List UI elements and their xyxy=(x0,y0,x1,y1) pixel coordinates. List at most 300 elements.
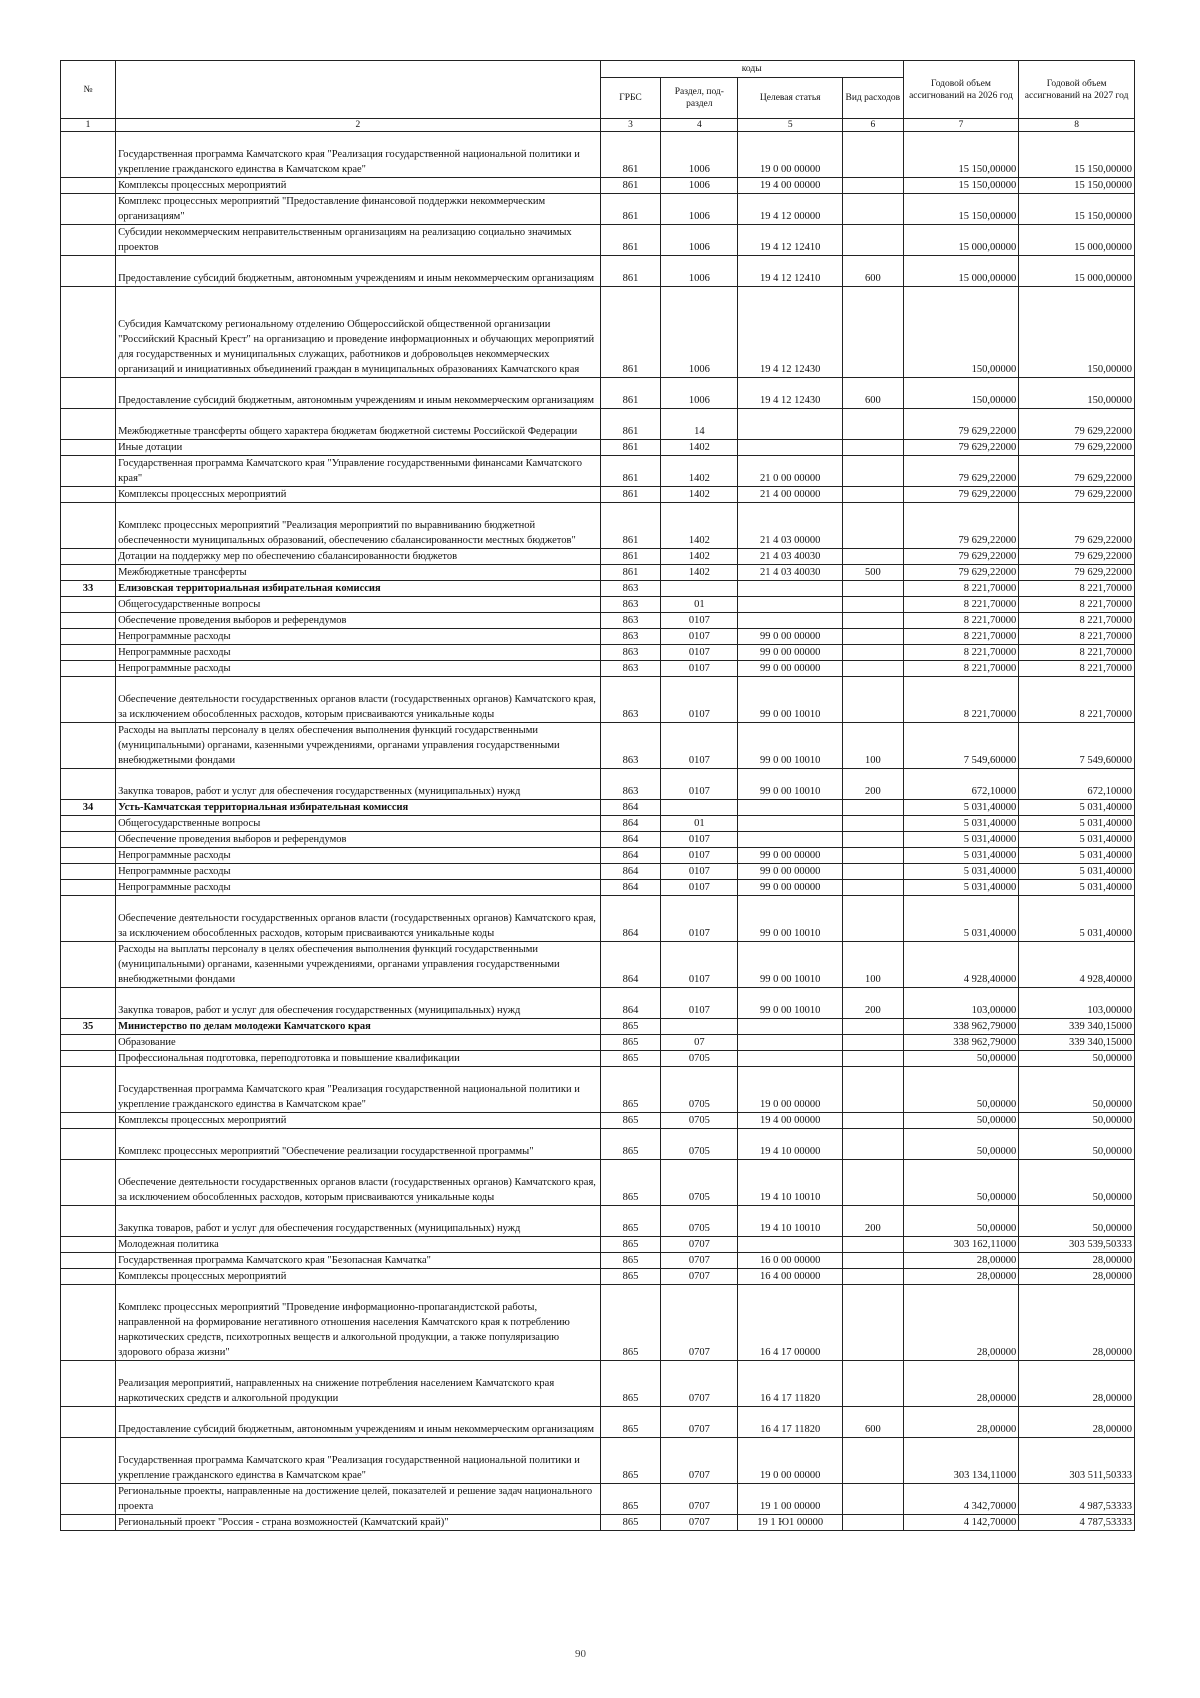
table-row xyxy=(61,225,1135,256)
cell-name: Обеспечение деятельности государственных органов власти (государственных органов) Камчатского края, за исключением обособленных расходов, которым присваиваются уникальные коды xyxy=(116,1160,601,1206)
cell-name: Комплекс процессных мероприятий "Предоставление финансовой поддержки некоммерческим организациям" xyxy=(116,194,601,225)
cell-expense-type xyxy=(843,629,904,645)
cell-name: Министерство по делам молодежи Камчатского края xyxy=(116,1019,601,1035)
cell-volume-2027: 50,00000 xyxy=(1019,1113,1135,1129)
cell-target: 99 0 00 00000 xyxy=(738,661,843,677)
cell-target: 16 4 17 11820 xyxy=(738,1407,843,1438)
cell-section: 0107 xyxy=(661,832,738,848)
cell-volume-2026: 150,00000 xyxy=(903,378,1019,409)
cell-target: 99 0 00 10010 xyxy=(738,896,843,942)
table-row xyxy=(61,194,1135,225)
cell-section: 1402 xyxy=(661,487,738,503)
column-number: 8 xyxy=(1019,119,1135,132)
cell-target: 21 4 03 40030 xyxy=(738,549,843,565)
cell-grbs: 865 xyxy=(600,1113,661,1129)
cell-target: 16 4 00 00000 xyxy=(738,1269,843,1285)
cell-name: Комплексы процессных мероприятий xyxy=(116,178,601,194)
cell-section: 0107 xyxy=(661,864,738,880)
cell-target: 19 0 00 00000 xyxy=(738,1067,843,1113)
cell-target: 19 1 Ю1 00000 xyxy=(738,1515,843,1531)
cell-name: Обеспечение деятельности государственных органов власти (государственных органов) Камчатского края, за исключением обособленных расходов, которым присваиваются уникальные коды xyxy=(116,896,601,942)
cell-grbs: 865 xyxy=(600,1051,661,1067)
cell-name: Закупка товаров, работ и услуг для обеспечения государственных (муниципальных) нужд xyxy=(116,988,601,1019)
cell-volume-2026: 5 031,40000 xyxy=(903,832,1019,848)
cell-name: Комплексы процессных мероприятий xyxy=(116,487,601,503)
table-row xyxy=(61,880,1135,896)
cell-volume-2027: 28,00000 xyxy=(1019,1269,1135,1285)
cell-volume-2027: 79 629,22000 xyxy=(1019,487,1135,503)
cell-number xyxy=(61,769,116,800)
cell-volume-2027: 15 000,00000 xyxy=(1019,225,1135,256)
table-row xyxy=(61,1361,1135,1407)
cell-expense-type xyxy=(843,880,904,896)
cell-grbs: 864 xyxy=(600,816,661,832)
cell-expense-type xyxy=(843,132,904,178)
cell-section: 1006 xyxy=(661,256,738,287)
cell-name: Межбюджетные трансферты общего характера бюджетам бюджетной системы Российской Федерации xyxy=(116,409,601,440)
cell-grbs: 865 xyxy=(600,1035,661,1051)
cell-grbs: 864 xyxy=(600,848,661,864)
cell-section: 0705 xyxy=(661,1206,738,1237)
cell-volume-2027: 8 221,70000 xyxy=(1019,645,1135,661)
table-row xyxy=(61,942,1135,988)
cell-grbs: 864 xyxy=(600,832,661,848)
cell-grbs: 865 xyxy=(600,1438,661,1484)
table-row xyxy=(61,378,1135,409)
cell-grbs: 863 xyxy=(600,723,661,769)
cell-volume-2027: 50,00000 xyxy=(1019,1160,1135,1206)
cell-name: Государственная программа Камчатского края "Реализация государственной национальной политики и укрепление гражданского единства в Камчатском крае" xyxy=(116,1438,601,1484)
cell-grbs: 863 xyxy=(600,629,661,645)
cell-volume-2027: 28,00000 xyxy=(1019,1407,1135,1438)
cell-volume-2026: 103,00000 xyxy=(903,988,1019,1019)
table-row xyxy=(61,581,1135,597)
table-row xyxy=(61,487,1135,503)
cell-volume-2026: 8 221,70000 xyxy=(903,597,1019,613)
cell-volume-2027: 8 221,70000 xyxy=(1019,581,1135,597)
cell-volume-2027: 4 787,53333 xyxy=(1019,1515,1135,1531)
cell-grbs: 861 xyxy=(600,256,661,287)
cell-section: 1402 xyxy=(661,549,738,565)
cell-volume-2027: 339 340,15000 xyxy=(1019,1035,1135,1051)
cell-grbs: 865 xyxy=(600,1515,661,1531)
cell-volume-2026: 5 031,40000 xyxy=(903,864,1019,880)
cell-number xyxy=(61,178,116,194)
cell-number xyxy=(61,503,116,549)
cell-expense-type xyxy=(843,456,904,487)
cell-expense-type xyxy=(843,194,904,225)
cell-number xyxy=(61,942,116,988)
cell-target: 19 4 12 12410 xyxy=(738,256,843,287)
cell-grbs: 861 xyxy=(600,194,661,225)
cell-target: 21 4 00 00000 xyxy=(738,487,843,503)
cell-name: Субсидии некоммерческим неправительственным организациям на реализацию социально значимых проектов xyxy=(116,225,601,256)
table-row xyxy=(61,549,1135,565)
cell-volume-2026: 79 629,22000 xyxy=(903,440,1019,456)
cell-target: 99 0 00 00000 xyxy=(738,880,843,896)
cell-grbs: 864 xyxy=(600,896,661,942)
cell-grbs: 864 xyxy=(600,800,661,816)
cell-number xyxy=(61,597,116,613)
cell-name: Комплексы процессных мероприятий xyxy=(116,1113,601,1129)
cell-volume-2027: 15 150,00000 xyxy=(1019,178,1135,194)
cell-name: Образование xyxy=(116,1035,601,1051)
cell-target: 16 0 00 00000 xyxy=(738,1253,843,1269)
table-row xyxy=(61,456,1135,487)
cell-number xyxy=(61,440,116,456)
cell-name: Предоставление субсидий бюджетным, автономным учреждениям и иным некоммерческим организациям xyxy=(116,378,601,409)
cell-number xyxy=(61,1269,116,1285)
cell-name: Субсидия Камчатскому региональному отделению Общероссийской общественной организации "Российский Красный Крест" на организацию и проведение информационных и обучающих мероприятий для государственных и муниципальных служащих, работников и добровольцев некоммерческих организаций и инициативных объединений граждан в муниципальных образованиях Камчатского края xyxy=(116,287,601,378)
cell-volume-2026: 79 629,22000 xyxy=(903,565,1019,581)
cell-name: Общегосударственные вопросы xyxy=(116,816,601,832)
cell-volume-2027: 79 629,22000 xyxy=(1019,549,1135,565)
cell-target: 99 0 00 00000 xyxy=(738,629,843,645)
cell-target: 21 4 03 40030 xyxy=(738,565,843,581)
cell-target: 99 0 00 00000 xyxy=(738,864,843,880)
cell-number xyxy=(61,287,116,378)
cell-section: 1006 xyxy=(661,287,738,378)
header-section: Раздел, под-раздел xyxy=(661,78,738,119)
cell-number xyxy=(61,723,116,769)
cell-number xyxy=(61,677,116,723)
cell-target: 19 4 12 12410 xyxy=(738,225,843,256)
table-row xyxy=(61,1269,1135,1285)
cell-volume-2026: 28,00000 xyxy=(903,1361,1019,1407)
cell-volume-2027: 79 629,22000 xyxy=(1019,503,1135,549)
cell-section: 1402 xyxy=(661,440,738,456)
cell-grbs: 861 xyxy=(600,378,661,409)
cell-section: 1006 xyxy=(661,378,738,409)
cell-number xyxy=(61,565,116,581)
cell-volume-2027: 5 031,40000 xyxy=(1019,880,1135,896)
cell-number xyxy=(61,1407,116,1438)
cell-expense-type xyxy=(843,848,904,864)
budget-table xyxy=(60,60,1135,1531)
cell-volume-2027: 5 031,40000 xyxy=(1019,816,1135,832)
cell-volume-2027: 4 987,53333 xyxy=(1019,1484,1135,1515)
cell-expense-type xyxy=(843,661,904,677)
cell-expense-type: 600 xyxy=(843,1407,904,1438)
cell-target: 21 4 03 00000 xyxy=(738,503,843,549)
cell-section xyxy=(661,581,738,597)
cell-name: Иные дотации xyxy=(116,440,601,456)
cell-volume-2027: 79 629,22000 xyxy=(1019,440,1135,456)
cell-name: Комплекс процессных мероприятий "Обеспечение реализации государственной программы" xyxy=(116,1129,601,1160)
cell-section: 0707 xyxy=(661,1515,738,1531)
cell-grbs: 863 xyxy=(600,597,661,613)
cell-volume-2027: 5 031,40000 xyxy=(1019,832,1135,848)
table-row xyxy=(61,769,1135,800)
cell-grbs: 863 xyxy=(600,677,661,723)
cell-expense-type xyxy=(843,440,904,456)
cell-section: 0707 xyxy=(661,1407,738,1438)
table-row xyxy=(61,1206,1135,1237)
cell-expense-type: 500 xyxy=(843,565,904,581)
cell-section: 0107 xyxy=(661,645,738,661)
cell-expense-type xyxy=(843,613,904,629)
cell-expense-type xyxy=(843,677,904,723)
cell-section: 01 xyxy=(661,816,738,832)
cell-volume-2027: 15 150,00000 xyxy=(1019,194,1135,225)
cell-grbs: 865 xyxy=(600,1237,661,1253)
cell-number xyxy=(61,629,116,645)
table-row xyxy=(61,988,1135,1019)
table-row xyxy=(61,178,1135,194)
cell-target xyxy=(738,1051,843,1067)
cell-grbs: 861 xyxy=(600,487,661,503)
cell-section: 1006 xyxy=(661,194,738,225)
cell-expense-type xyxy=(843,487,904,503)
cell-section: 0707 xyxy=(661,1484,738,1515)
cell-expense-type xyxy=(843,645,904,661)
cell-name: Молодежная политика xyxy=(116,1237,601,1253)
cell-expense-type xyxy=(843,178,904,194)
cell-number xyxy=(61,848,116,864)
cell-volume-2027: 303 539,50333 xyxy=(1019,1237,1135,1253)
cell-target: 19 4 10 10010 xyxy=(738,1206,843,1237)
cell-name: Елизовская территориальная избирательная комиссия xyxy=(116,581,601,597)
cell-expense-type xyxy=(843,1285,904,1361)
header-name xyxy=(116,61,601,119)
cell-expense-type: 600 xyxy=(843,378,904,409)
cell-target: 99 0 00 10010 xyxy=(738,723,843,769)
cell-volume-2027: 15 150,00000 xyxy=(1019,132,1135,178)
cell-volume-2027: 150,00000 xyxy=(1019,287,1135,378)
cell-target: 16 4 17 00000 xyxy=(738,1285,843,1361)
cell-name: Реализация мероприятий, направленных на снижение потребления населением Камчатского края наркотических средств и алкогольной продукции xyxy=(116,1361,601,1407)
cell-expense-type xyxy=(843,287,904,378)
cell-expense-type: 200 xyxy=(843,1206,904,1237)
cell-grbs: 865 xyxy=(600,1407,661,1438)
cell-volume-2027: 7 549,60000 xyxy=(1019,723,1135,769)
table-row xyxy=(61,723,1135,769)
cell-target xyxy=(738,409,843,440)
cell-section: 0107 xyxy=(661,677,738,723)
cell-section: 01 xyxy=(661,597,738,613)
cell-volume-2027: 8 221,70000 xyxy=(1019,661,1135,677)
cell-name: Закупка товаров, работ и услуг для обеспечения государственных (муниципальных) нужд xyxy=(116,769,601,800)
cell-section: 14 xyxy=(661,409,738,440)
cell-section: 0705 xyxy=(661,1113,738,1129)
cell-number xyxy=(61,225,116,256)
column-number: 1 xyxy=(61,119,116,132)
table-row xyxy=(61,1113,1135,1129)
cell-volume-2026: 28,00000 xyxy=(903,1285,1019,1361)
cell-volume-2026: 4 928,40000 xyxy=(903,942,1019,988)
cell-volume-2026: 303 162,11000 xyxy=(903,1237,1019,1253)
table-row xyxy=(61,645,1135,661)
cell-name: Государственная программа Камчатского края "Реализация государственной национальной политики и укрепление гражданского единства в Камчатском крае" xyxy=(116,1067,601,1113)
cell-volume-2026: 8 221,70000 xyxy=(903,677,1019,723)
table-row xyxy=(61,629,1135,645)
cell-section: 0707 xyxy=(661,1269,738,1285)
cell-grbs: 863 xyxy=(600,645,661,661)
cell-number xyxy=(61,409,116,440)
table-row xyxy=(61,1035,1135,1051)
cell-section: 1402 xyxy=(661,503,738,549)
cell-number xyxy=(61,864,116,880)
cell-name: Непрограммные расходы xyxy=(116,848,601,864)
cell-grbs: 863 xyxy=(600,613,661,629)
cell-target: 19 1 00 00000 xyxy=(738,1484,843,1515)
cell-grbs: 861 xyxy=(600,503,661,549)
cell-grbs: 865 xyxy=(600,1269,661,1285)
cell-expense-type xyxy=(843,597,904,613)
cell-grbs: 861 xyxy=(600,456,661,487)
cell-volume-2026: 8 221,70000 xyxy=(903,629,1019,645)
cell-volume-2026: 15 150,00000 xyxy=(903,194,1019,225)
cell-volume-2026: 50,00000 xyxy=(903,1129,1019,1160)
cell-section: 0707 xyxy=(661,1438,738,1484)
cell-volume-2027: 303 511,50333 xyxy=(1019,1438,1135,1484)
cell-volume-2027: 8 221,70000 xyxy=(1019,613,1135,629)
cell-number xyxy=(61,880,116,896)
cell-section xyxy=(661,1019,738,1035)
cell-number xyxy=(61,1035,116,1051)
cell-name: Комплекс процессных мероприятий "Проведение информационно-пропагандистской работы, направленной на формирование негативного отношения населения Камчатского края к потреблению наркотических средств, психотропных веществ и алкогольной продукции, а также популяризацию здорового образа жизни" xyxy=(116,1285,601,1361)
cell-grbs: 865 xyxy=(600,1019,661,1035)
cell-expense-type xyxy=(843,896,904,942)
cell-expense-type xyxy=(843,1067,904,1113)
table-row xyxy=(61,1129,1135,1160)
cell-volume-2026: 5 031,40000 xyxy=(903,848,1019,864)
cell-grbs: 861 xyxy=(600,132,661,178)
cell-grbs: 863 xyxy=(600,769,661,800)
table-row xyxy=(61,1484,1135,1515)
column-number: 7 xyxy=(903,119,1019,132)
table-row xyxy=(61,409,1135,440)
table-row xyxy=(61,816,1135,832)
cell-grbs: 861 xyxy=(600,178,661,194)
cell-volume-2026: 15 000,00000 xyxy=(903,256,1019,287)
table-row xyxy=(61,1067,1135,1113)
cell-grbs: 861 xyxy=(600,409,661,440)
cell-volume-2027: 50,00000 xyxy=(1019,1067,1135,1113)
cell-volume-2026: 79 629,22000 xyxy=(903,456,1019,487)
cell-section: 1402 xyxy=(661,456,738,487)
cell-grbs: 864 xyxy=(600,864,661,880)
cell-name: Общегосударственные вопросы xyxy=(116,597,601,613)
cell-number xyxy=(61,1067,116,1113)
cell-number xyxy=(61,1160,116,1206)
cell-name: Предоставление субсидий бюджетным, автономным учреждениям и иным некоммерческим организациям xyxy=(116,1407,601,1438)
cell-number xyxy=(61,1438,116,1484)
cell-target: 99 0 00 10010 xyxy=(738,942,843,988)
cell-volume-2026: 7 549,60000 xyxy=(903,723,1019,769)
cell-section: 0107 xyxy=(661,613,738,629)
cell-number: 35 xyxy=(61,1019,116,1035)
table-row xyxy=(61,896,1135,942)
cell-expense-type: 200 xyxy=(843,769,904,800)
cell-name: Региональные проекты, направленные на достижение целей, показателей и решение задач национального проекта xyxy=(116,1484,601,1515)
cell-volume-2026: 15 150,00000 xyxy=(903,132,1019,178)
cell-section: 0107 xyxy=(661,661,738,677)
cell-expense-type xyxy=(843,409,904,440)
cell-volume-2026: 28,00000 xyxy=(903,1269,1019,1285)
cell-number xyxy=(61,816,116,832)
cell-grbs: 864 xyxy=(600,988,661,1019)
table-row xyxy=(61,1407,1135,1438)
column-number: 6 xyxy=(843,119,904,132)
cell-section: 0707 xyxy=(661,1361,738,1407)
cell-target xyxy=(738,581,843,597)
cell-grbs: 865 xyxy=(600,1067,661,1113)
cell-grbs: 865 xyxy=(600,1206,661,1237)
cell-volume-2026: 50,00000 xyxy=(903,1051,1019,1067)
table-row xyxy=(61,1019,1135,1035)
cell-grbs: 865 xyxy=(600,1253,661,1269)
cell-volume-2026: 8 221,70000 xyxy=(903,661,1019,677)
cell-name: Профессиональная подготовка, переподготовка и повышение квалификации xyxy=(116,1051,601,1067)
cell-volume-2027: 79 629,22000 xyxy=(1019,565,1135,581)
cell-number xyxy=(61,456,116,487)
cell-section: 0107 xyxy=(661,880,738,896)
cell-name: Непрограммные расходы xyxy=(116,629,601,645)
header-volume-2027: Годовой объем ассигнований на 2027 год xyxy=(1019,61,1135,119)
cell-volume-2026: 5 031,40000 xyxy=(903,800,1019,816)
table-row xyxy=(61,287,1135,378)
cell-name: Межбюджетные трансферты xyxy=(116,565,601,581)
cell-expense-type: 600 xyxy=(843,256,904,287)
cell-volume-2027: 15 000,00000 xyxy=(1019,256,1135,287)
cell-name: Расходы на выплаты персоналу в целях обеспечения выполнения функций государственными (муниципальными) органами, казенными учреждениями, органами управления государственными внебюджетными фондами xyxy=(116,723,601,769)
cell-expense-type xyxy=(843,1269,904,1285)
table-row xyxy=(61,503,1135,549)
table-row xyxy=(61,1160,1135,1206)
cell-volume-2026: 28,00000 xyxy=(903,1253,1019,1269)
cell-number xyxy=(61,1113,116,1129)
cell-number xyxy=(61,613,116,629)
table-row xyxy=(61,1285,1135,1361)
cell-target: 19 4 00 00000 xyxy=(738,178,843,194)
cell-number xyxy=(61,988,116,1019)
header-expense-type: Вид расходов xyxy=(843,78,904,119)
table-row xyxy=(61,1438,1135,1484)
column-number: 3 xyxy=(600,119,661,132)
cell-volume-2027: 5 031,40000 xyxy=(1019,800,1135,816)
cell-target: 99 0 00 10010 xyxy=(738,677,843,723)
cell-volume-2026: 8 221,70000 xyxy=(903,613,1019,629)
cell-target: 99 0 00 10010 xyxy=(738,988,843,1019)
table-row xyxy=(61,565,1135,581)
table-row xyxy=(61,677,1135,723)
cell-volume-2027: 50,00000 xyxy=(1019,1051,1135,1067)
cell-number xyxy=(61,1361,116,1407)
cell-expense-type xyxy=(843,225,904,256)
cell-expense-type: 200 xyxy=(843,988,904,1019)
column-number: 4 xyxy=(661,119,738,132)
table-row xyxy=(61,256,1135,287)
cell-expense-type: 100 xyxy=(843,723,904,769)
cell-target: 21 0 00 00000 xyxy=(738,456,843,487)
cell-expense-type xyxy=(843,1035,904,1051)
cell-expense-type xyxy=(843,800,904,816)
cell-target xyxy=(738,832,843,848)
cell-name: Непрограммные расходы xyxy=(116,661,601,677)
cell-volume-2026: 4 142,70000 xyxy=(903,1515,1019,1531)
cell-name: Государственная программа Камчатского края "Управление государственными финансами Камчатского края" xyxy=(116,456,601,487)
cell-volume-2027: 79 629,22000 xyxy=(1019,456,1135,487)
cell-number xyxy=(61,1484,116,1515)
cell-section: 0707 xyxy=(661,1285,738,1361)
cell-volume-2027: 79 629,22000 xyxy=(1019,409,1135,440)
cell-name: Обеспечение деятельности государственных органов власти (государственных органов) Камчатского края, за исключением обособленных расходов, которым присваиваются уникальные коды xyxy=(116,677,601,723)
cell-volume-2026: 150,00000 xyxy=(903,287,1019,378)
cell-section: 1006 xyxy=(661,225,738,256)
cell-section: 0107 xyxy=(661,723,738,769)
cell-target xyxy=(738,1019,843,1035)
